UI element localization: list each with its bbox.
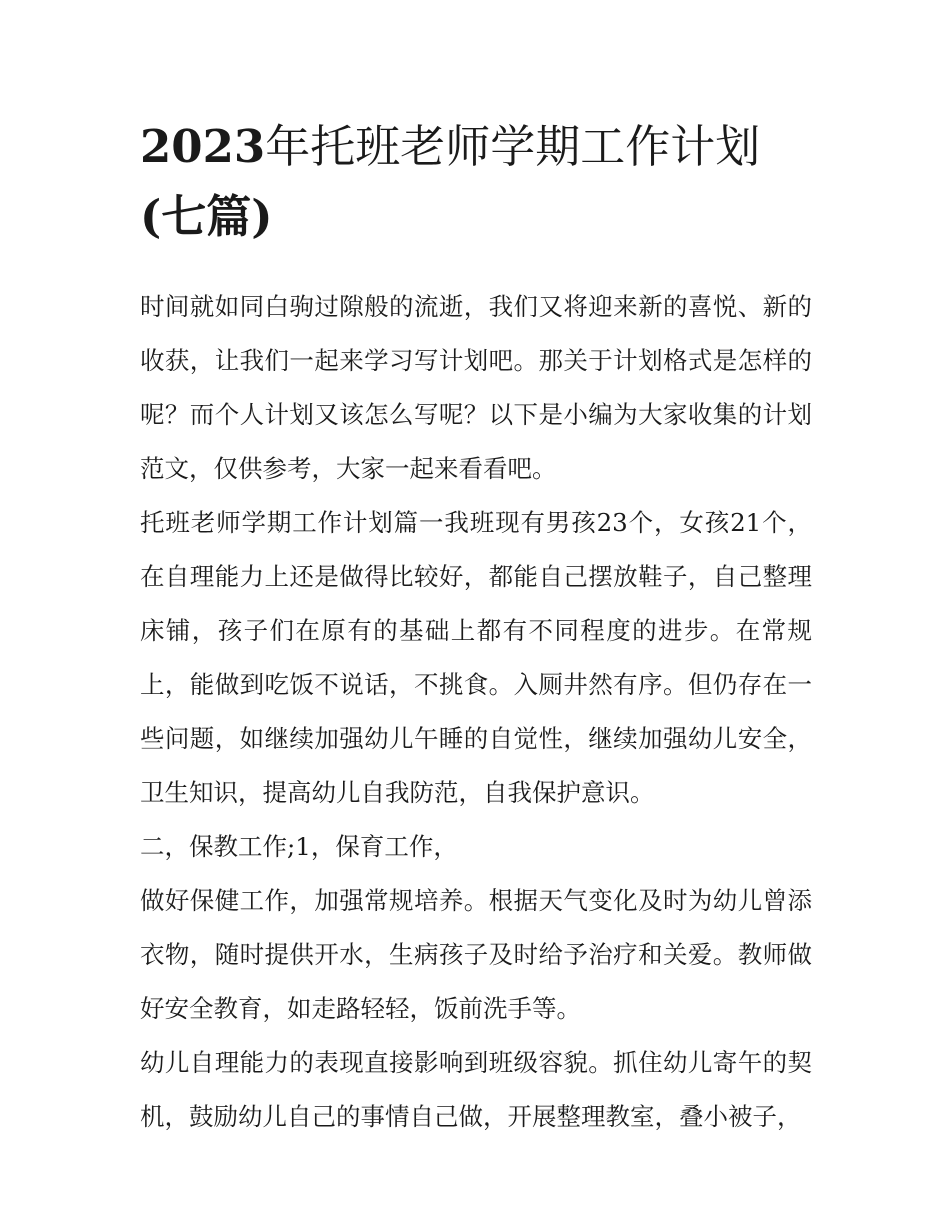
paragraph-health-care: 做好保健工作，加强常规培养。根据天气变化及时为幼儿曾添衣物，随时提供开水，生病孩子及时给予治疗和关爱。教师做好安全教育，如走路轻轻，饭前洗手等。 [140,886,812,1023]
document-title [140,112,812,252]
paragraph-class-overview: 托班老师学期工作计划篇一我班现有男孩23个，女孩21个，在自理能力上还是做得比较好，都能自己摆放鞋子，自己整理床铺，孩子们在原有的基础上都有不同程度的进步。在常规上，能做到吃饭不说话，不挑食。入厕井然有序。但仍存在一些问题，如继续加强幼儿午睡的自觉性，继续加强幼儿安全，卫生知识，提高幼儿自我防范，自我保护意识。 [140,508,812,807]
title-subtitle: (七篇) [140,190,273,243]
paragraph-self-care: 幼儿自理能力的表现直接影响到班级容貌。抓住幼儿寄午的契机，鼓励幼儿自己的事情自己做，开展整理教室，叠小被子， [140,1048,812,1131]
paragraph-section-heading: 二，保教工作;1，保育工作， [140,832,458,861]
document-page [140,112,812,1144]
paragraph-intro: 时间就如同白驹过隙般的流逝，我们又将迎来新的喜悦、新的收获，让我们一起来学习写计划吧。那关于计划格式是怎样的呢？而个人计划又该怎么写呢？以下是小编为大家收集的计划范文，仅供参考，大家一起来看看吧。 [140,292,812,483]
title-text: 年托班老师学期工作计划 [265,120,761,173]
title-year: 2023 [140,120,266,173]
